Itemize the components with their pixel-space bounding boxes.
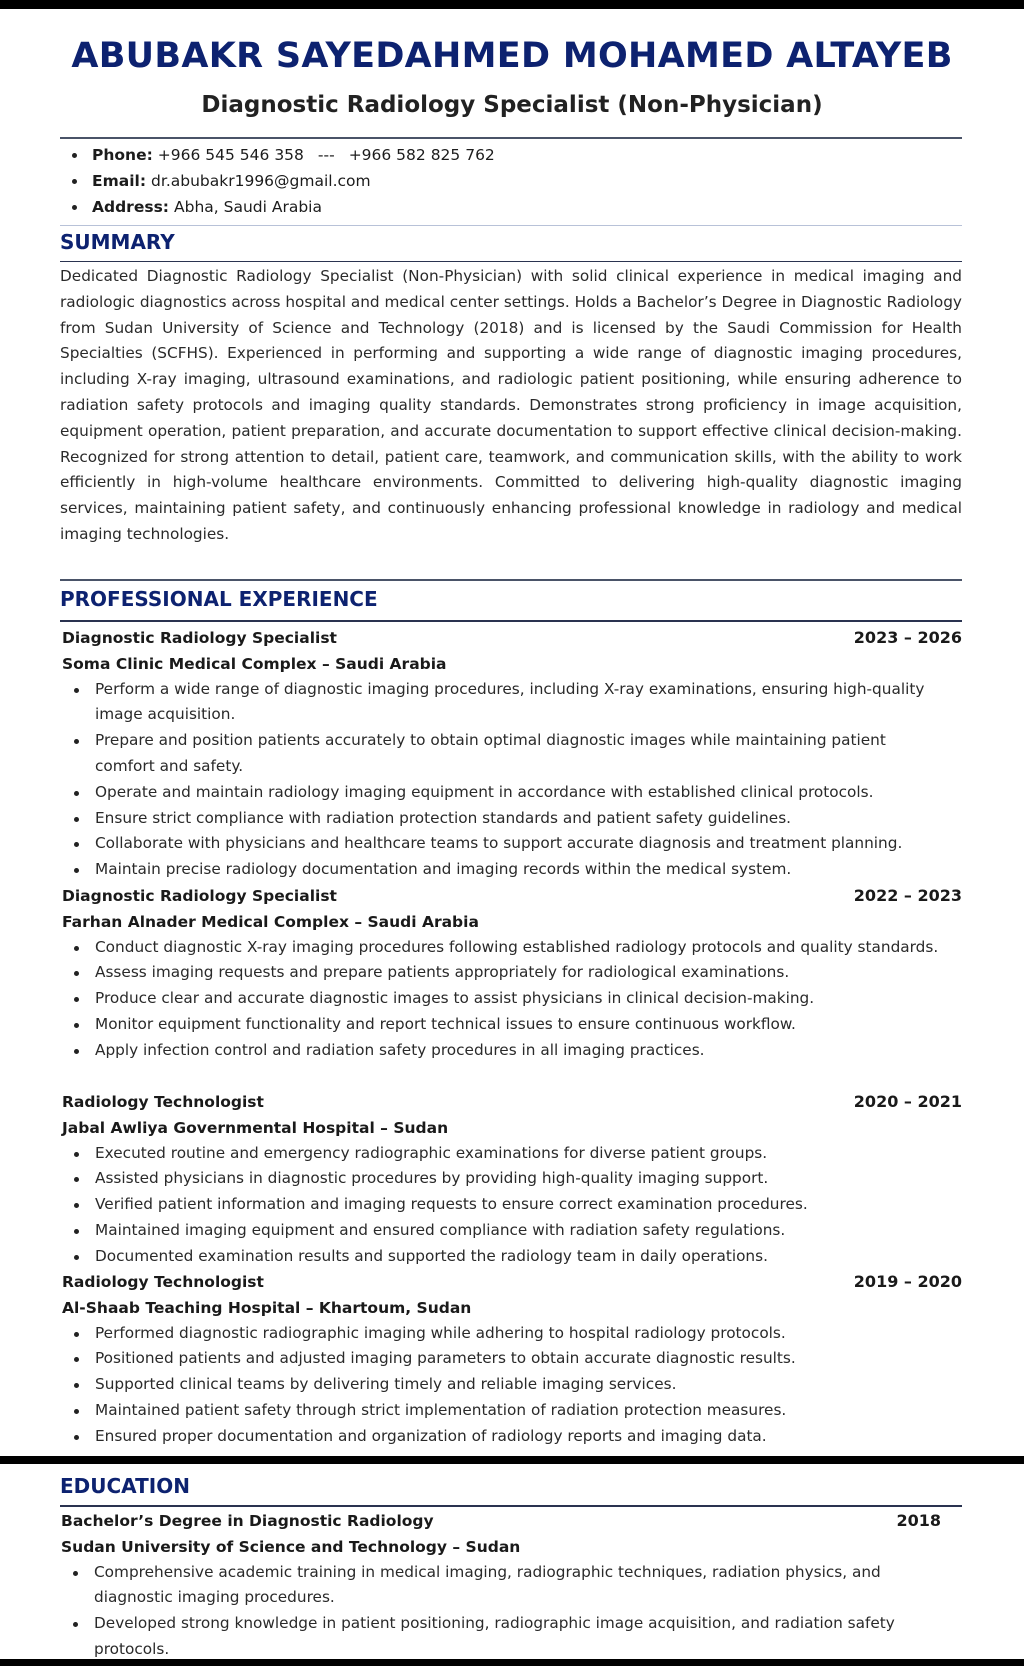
education-school: Sudan University of Science and Technology – Sudan — [61, 1537, 521, 1556]
education-divider — [60, 1505, 962, 1507]
bullet-icon — [72, 179, 77, 184]
job-bullet: Produce clear and accurate diagnostic images to assist physicians in clinical decision-making. — [62, 986, 962, 1012]
contact-address — [70, 194, 495, 220]
summary-top-divider — [60, 225, 962, 226]
job-bullet: Supported clinical teams by delivering timely and reliable imaging services. — [62, 1372, 962, 1398]
phone-separator: --- — [317, 146, 335, 164]
job-bullet: Assess imaging requests and prepare patients appropriately for radiological examinations. — [62, 960, 962, 986]
job-role: Radiology Technologist — [62, 1092, 264, 1111]
job-role: Diagnostic Radiology Specialist — [62, 628, 337, 647]
job-bullet: Perform a wide range of diagnostic imaging procedures, including X-ray examinations, ensuring high-quality image acquisition. — [62, 677, 962, 729]
job-bullet: Ensure strict compliance with radiation protection standards and patient safety guidelines. — [62, 806, 962, 832]
contact-list — [70, 142, 495, 220]
job-bullet: Monitor equipment functionality and report technical issues to ensure continuous workflow. — [62, 1012, 962, 1038]
top-border-band — [0, 0, 1024, 9]
phone-number-1[interactable]: +966 545 546 358 — [157, 146, 304, 164]
bullet-icon — [72, 153, 77, 158]
address-value: Abha, Saudi Arabia — [174, 198, 322, 216]
job-bullet: Operate and maintain radiology imaging equipment in accordance with established clinical protocols. — [62, 780, 962, 806]
job-bullet: Prepare and position patients accurately to obtain optimal diagnostic images while maintaining patient comfort and safety. — [62, 728, 962, 780]
job-bullet: Conduct diagnostic X-ray imaging procedures following established radiology protocols and quality standards. — [62, 935, 962, 961]
job-bullet: Maintained imaging equipment and ensured compliance with radiation safety regulations. — [62, 1218, 962, 1244]
summary-paragraph: Dedicated Diagnostic Radiology Specialist (Non-Physician) with solid clinical experience in medical imaging and radiologic diagnostics across hospital and medical center settings. Holds a Bachelor’s Degree in Diagnostic Radiology from Sudan University of Science and Technology (2018) and is licensed by the Saudi Commission for Health Specialties (SCFHS). Experienced in performing and supporting a wide range of diagnostic imaging procedures, including X-ray imaging, ultrasound examinations, and radiologic patient positioning, while ensuring adherence to radiation safety protocols and imaging quality standards. Demonstrates strong proficiency in image acquisition, equipment operation, patient preparation, and accurate documentation to support effective clinical decision-making. Recognized for strong attention to detail, patient care, teamwork, and communication skills, with the ability to work efficiently in high-volume healthcare environments. Committed to delivering high-quality diagnostic imaging services, maintaining patient safety, and continuously enhancing professional knowledge in radiology and medical imaging technologies. — [60, 267, 962, 543]
experience-top-divider — [60, 579, 962, 581]
bullet-icon — [72, 205, 77, 210]
section-heading-experience: PROFESSIONAL EXPERIENCE — [60, 587, 378, 611]
header-divider — [60, 137, 962, 139]
job-dates: 2019 – 2020 — [853, 1272, 962, 1292]
email-address[interactable]: dr.abubakr1996@gmail.com — [151, 172, 371, 190]
job-entry — [62, 883, 962, 1064]
job-organization: Al-Shaab Teaching Hospital – Khartoum, Sudan — [62, 1298, 472, 1317]
section-heading-summary: SUMMARY — [60, 230, 175, 254]
job-role: Diagnostic Radiology Specialist — [62, 886, 337, 905]
job-bullet: Maintain precise radiology documentation and imaging records within the medical system. — [62, 857, 962, 883]
job-entry — [62, 625, 962, 883]
phone-label: Phone: — [92, 146, 153, 164]
bottom-border-band — [0, 1659, 1024, 1666]
address-label: Address: — [92, 198, 169, 216]
job-bullet: Documented examination results and supported the radiology team in daily operations. — [62, 1244, 962, 1270]
job-bullet: Executed routine and emergency radiographic examinations for diverse patient groups. — [62, 1141, 962, 1167]
job-bullet: Ensured proper documentation and organization of radiology reports and imaging data. — [62, 1424, 962, 1450]
education-bullet: Developed strong knowledge in patient positioning, radiographic image acquisition, and radiation safety protocols. — [61, 1611, 961, 1663]
summary-divider — [60, 261, 962, 262]
job-bullet: Performed diagnostic radiographic imaging while adhering to hospital radiology protocols. — [62, 1321, 962, 1347]
job-dates: 2020 – 2021 — [853, 1092, 962, 1112]
job-organization: Jabal Awliya Governmental Hospital – Sudan — [62, 1118, 449, 1137]
page-break-band — [0, 1456, 1024, 1464]
contact-phone — [70, 142, 495, 168]
education-bullet: Comprehensive academic training in medical imaging, radiographic techniques, radiation physics, and diagnostic imaging procedures. — [61, 1560, 961, 1612]
job-bullet: Positioned patients and adjusted imaging parameters to obtain accurate diagnostic results. — [62, 1346, 962, 1372]
job-role: Radiology Technologist — [62, 1272, 264, 1291]
job-organization: Soma Clinic Medical Complex – Saudi Arabia — [62, 654, 447, 673]
section-heading-education: EDUCATION — [60, 1474, 190, 1498]
job-organization: Farhan Alnader Medical Complex – Saudi Arabia — [62, 912, 479, 931]
job-dates: 2023 – 2026 — [853, 628, 962, 648]
job-bullet: Verified patient information and imaging requests to ensure correct examination procedures. — [62, 1192, 962, 1218]
experience-divider — [60, 620, 962, 622]
job-bullet: Maintained patient safety through strict implementation of radiation protection measures. — [62, 1398, 962, 1424]
education-entry — [61, 1508, 961, 1663]
job-bullet: Collaborate with physicians and healthcare teams to support accurate diagnosis and treatment planning. — [62, 831, 962, 857]
job-bullet: Assisted physicians in diagnostic procedures by providing high-quality imaging support. — [62, 1166, 962, 1192]
job-bullet: Apply infection control and radiation safety procedures in all imaging practices. — [62, 1038, 962, 1064]
email-label: Email: — [92, 172, 147, 190]
candidate-title: Diagnostic Radiology Specialist (Non-Physician) — [201, 92, 823, 118]
job-dates: 2022 – 2023 — [853, 886, 962, 906]
job-entry — [62, 1269, 962, 1450]
education-year: 2018 — [896, 1511, 941, 1531]
candidate-name: ABUBAKR SAYEDAHMED MOHAMED ALTAYEB — [71, 36, 953, 76]
education-degree: Bachelor’s Degree in Diagnostic Radiology — [61, 1511, 434, 1530]
job-entry — [62, 1089, 962, 1270]
contact-email — [70, 168, 495, 194]
phone-number-2[interactable]: +966 582 825 762 — [348, 146, 495, 164]
